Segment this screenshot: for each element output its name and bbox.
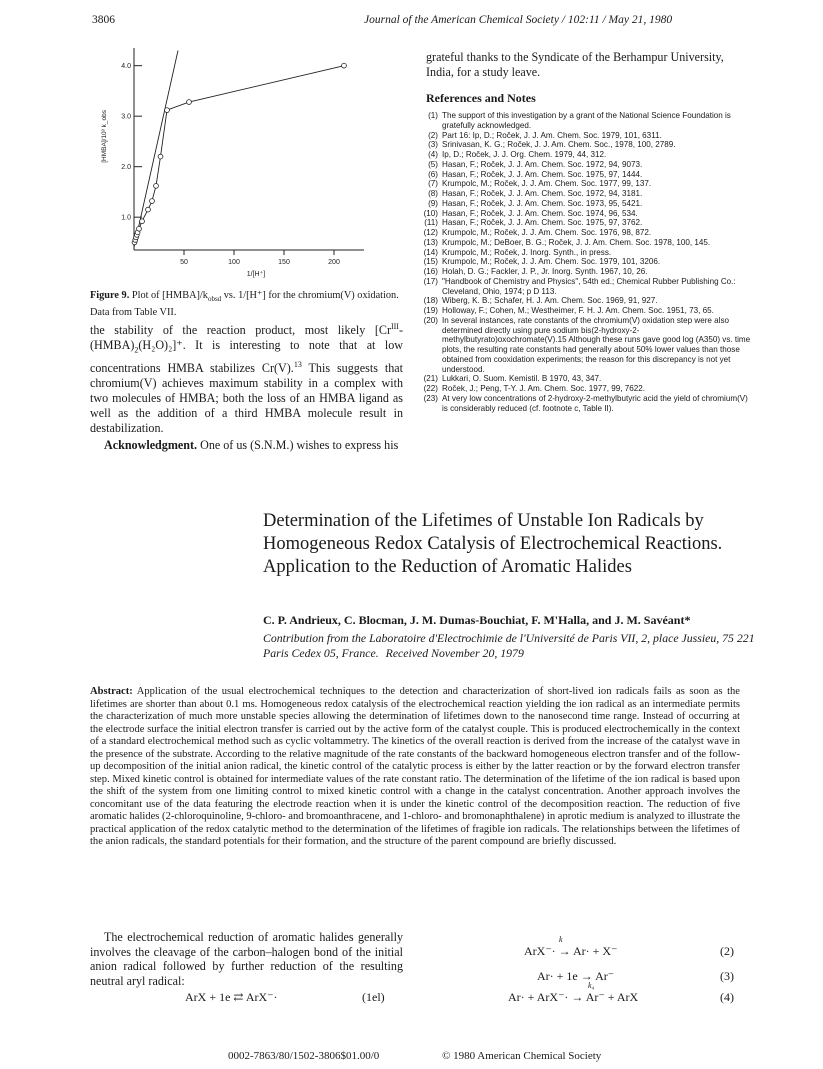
reference-item <box>416 228 752 238</box>
ack-label: Acknowledgment. <box>104 438 198 453</box>
reference-item <box>416 374 752 384</box>
abstract <box>90 686 740 849</box>
data-point <box>150 199 155 204</box>
reference-item <box>416 257 752 267</box>
x-tick-label: 100 <box>228 259 240 266</box>
figure-caption-rest: vs. 1/[H⁺] for the chromium(V) oxidation. Data from Table VII. <box>90 290 399 319</box>
reference-item <box>416 238 752 248</box>
equation-1el-number: (1el) <box>362 990 385 1004</box>
reference-number: (18) <box>423 296 438 306</box>
rate-k: k <box>559 935 563 944</box>
rate-k4: k₄ <box>588 981 595 990</box>
received-date: Received November 20, 1979 <box>385 646 524 660</box>
intro-paragraph: The electrochemical reduction of aromatic halides generally involves the cleavage of the carbon–halogen bond of the initial anion radical followed by further reduction of the resulting neutral aryl radical: <box>90 930 403 988</box>
x-axis-label: 1/[H⁺] <box>246 271 266 278</box>
reference-number: (12) <box>423 228 438 237</box>
reference-number: (6) <box>428 169 438 179</box>
x-tick-label: 50 <box>180 259 188 266</box>
reference-item <box>416 218 752 228</box>
ack-text: One of us (S.N.M.) wishes to express his <box>197 438 399 453</box>
reference-text: Krumpolc, M.; DeBoer, B. G.; Roček, J. J. Am. Chem. Soc. 1978, 100, 145. <box>442 237 711 247</box>
reference-item <box>416 111 752 131</box>
footer-code: 0002-7863/80/1502-3806$01.00/0 <box>228 1050 380 1062</box>
equation-4: Ar· + ArX⁻· → Ar⁻ + ArX <box>508 990 639 1004</box>
abstract-text: Application of the usual electrochemical techniques to the detection and characterization of short-lived ion radicals fails as soon as the lifetimes are shorter than about 0.1 ms. Homogeneous redox catalysis of the electrochemical reaction yielding the ion radical as an intermediate permits the characterization of much more unstable species allowing the determination of lifetimes down to the nanosecond time range. Instead of occurring at the electrode surface the initial electron transfer is carried out by the active form of the catalyst couple. This is produced electrochemically in the context of a standard electrochemical method such as cyclic voltammetry. The kinetics of the overall reaction is derived from the increase of the catalyst wave in the presence of the substrate. According to the relative magnitude of the rate constants of the backward homogeneous electron transfer and of the follow-up decomposition of the initial anion radical, the kinetic control of the catalytic process is either by the latter reaction or by the forward electron transfer step. Mixed kinetic control is obtained for intermediate values of the rate constant ratio. The determination of the lifetime of the ion radical is based upon the shift of the system from one limiting control to mixed kinetic control with a change in the catalyst concentration. Another approach involves the concomitant use of the data featuring the electrode reaction when it is under the kinetic control of the decomposition reaction. The reduction of five aromatic halides (2-chloroquinoline, 9-chloro- and bromoanthracene, and 1-chloro- and bromonaphthalene) in aprotic medium is analyzed to illustrate the practical application of the redox catalytic method to the determination of the lifetimes of fragible ion radicals. The relationships between the lifetimes of the anion radicals, the standard potentials for their formation, and the structure of the parent compound are briefly discussed. <box>90 686 740 847</box>
reference-text: Lukkari, O. Suom. Kemistil. B 1970, 43, 347. <box>442 374 602 384</box>
journal-header: Journal of the American Chemical Society / 102:11 / May 21, 1980 <box>364 14 673 26</box>
p1-a: the stability of the reaction product, most likely [Cr <box>90 323 391 338</box>
data-point <box>146 207 151 212</box>
p1-d: This suggests that chromium(V) achieves maximum stability in a complex with two molecules of HMBA; both the loss of an HMBA ligand as well as the addition of a third HMBA molecule result in destabilization. <box>90 361 403 436</box>
reference-item <box>416 394 752 414</box>
reference-item <box>416 140 752 150</box>
reference-number: (16) <box>423 267 438 276</box>
reference-text: In several instances, rate constants of the chromium(V) oxidation step were also determined directly using pure sodium bis(2-hydroxy-2-methylbutyrato)oxochromate(V).15 Although these runs gave good log (A350) vs. time plots, the resulting rate constants had generally about 50% lower values than those obtained from cooxidation experiments; the reason for this discrepancy is not yet understood. <box>442 315 751 374</box>
p1-b: -(HMBA) <box>90 323 403 353</box>
y-tick-label: 3.0 <box>121 113 131 121</box>
reference-item <box>416 316 752 375</box>
article-affiliation <box>263 631 763 661</box>
reference-text: Hasan, F.; Roček, J. J. Am. Chem. Soc. 1975, 97, 3762. <box>442 218 643 228</box>
reference-text: Krumpolc, M.; Roček, J. J. Am. Chem. Soc. 1979, 101, 3206. <box>442 257 661 267</box>
page-number: 3806 <box>92 14 115 26</box>
reference-text: Hasan, F.; Roček, J. J. Am. Chem. Soc. 1974, 96, 534. <box>442 208 638 218</box>
y-tick-label: 1.0 <box>121 214 131 222</box>
reference-number: (11) <box>424 218 438 228</box>
references-list <box>416 111 752 413</box>
reference-item <box>416 296 752 306</box>
reference-text: Hasan, F.; Roček, J. J. Am. Chem. Soc. 1972, 94, 3181. <box>442 189 643 198</box>
data-point <box>187 100 192 105</box>
reference-text: Krumpolc, M.; Roček, J. J. Am. Chem. Soc. 1977, 99, 137. <box>442 179 652 189</box>
reference-text: At very low concentrations of 2-hydroxy-2-methylbutyric acid the yield of chromium(V) is considerably reduced (cf. footnote c, Table II). <box>442 393 748 413</box>
y-tick-label: 2.0 <box>121 164 131 172</box>
x-tick-label: 200 <box>328 259 340 266</box>
x-tick-label: 150 <box>278 259 290 266</box>
reference-text: Part 16: Ip, D.; Roček, J. J. Am. Chem. Soc. 1979, 101, 6311. <box>442 130 662 140</box>
reference-item <box>416 160 752 170</box>
reference-number: (21) <box>423 374 438 384</box>
reference-item <box>416 209 752 219</box>
series-line <box>135 66 345 243</box>
reference-text: The support of this investigation by a grant of the National Science Foundation is gratefully acknowledged. <box>442 111 731 130</box>
figure-caption-label: Figure 9. <box>90 290 130 301</box>
reference-number: (17) <box>423 276 438 286</box>
reference-item <box>416 306 752 316</box>
y-tick-label: 4.0 <box>121 63 131 71</box>
article-title: Determination of the Lifetimes of Unstable Ion Radicals by Homogeneous Redox Catalysis of Electrochemical Reactions. Application to the Reduction of Aromatic Halides <box>263 511 723 577</box>
p1-sup: III <box>390 322 399 331</box>
reference-item <box>416 131 752 141</box>
extrapolation-line <box>134 51 178 248</box>
reference-item <box>416 277 752 297</box>
figure-caption-text: Plot of [HMBA]/k <box>131 290 208 301</box>
abstract-label: Abstract: <box>90 686 133 697</box>
equation-4-rate <box>508 981 594 990</box>
reference-item <box>416 384 752 394</box>
stability-paragraph: the stability of the reaction product, most likely $[Cr^{III}-(HMBA)_2(H_2O)_2]^+$. It is interesting to note that at low concentrations HMBA stabilizes Cr(V).$^{13}$ This suggests that chromium(V) achieves maximum stability in a complex with two molecules of HMBA; both the loss of an HMBA ligand as well as the addition of a third HMBA molecule result in destabilization. <box>90 322 403 436</box>
right-column-continuation: grateful thanks to the Syndicate of the Berhampur University, India, for a study leave. <box>426 50 724 79</box>
acknowledgment <box>90 438 403 453</box>
reference-number: (7) <box>428 179 438 189</box>
reference-number: (20) <box>423 315 438 325</box>
affiliation-text: Contribution from the Laboratoire d'Electrochimie de l'Université de Paris VII, 2, place Jussieu, 75 221 Paris Cedex 05, France. <box>263 631 755 660</box>
equation-2-rate <box>524 935 563 944</box>
data-point <box>137 226 142 231</box>
reference-number: (10) <box>423 208 438 218</box>
y-axis-label: [HMBA]/10³ k_obs <box>101 110 108 163</box>
equation-3: Ar· + 1e → Ar⁻ <box>537 969 615 983</box>
reference-text: Ip, D.; Roček, J. J. Org. Chem. 1979, 44, 312. <box>442 150 607 159</box>
data-point <box>342 63 347 68</box>
data-point <box>165 108 170 113</box>
article-authors: C. P. Andrieux, C. Blocman, J. M. Dumas-Bouchiat, F. M'Halla, and J. M. Savéant* <box>263 613 691 627</box>
reference-text: Hasan, F.; Roček, J. J. Am. Chem. Soc. 1972, 94, 9073. <box>442 159 643 169</box>
reference-number: (5) <box>428 159 438 169</box>
reference-number: (1) <box>428 111 438 120</box>
p1-ref: 13 <box>293 360 302 370</box>
figure-9-chart <box>82 40 382 280</box>
reference-text: Krumpolc, M.; Roček, J. Inorg. Synth., in press. <box>442 247 612 257</box>
reference-number: (13) <box>423 237 438 247</box>
figure-caption <box>90 289 403 319</box>
left-column-text <box>90 319 403 453</box>
reference-text: Wiberg, K. B.; Schafer, H. J. Am. Chem. Soc. 1969, 91, 927. <box>442 296 658 306</box>
reference-item <box>416 267 752 277</box>
reference-number: (3) <box>428 140 438 150</box>
reference-number: (14) <box>423 247 438 257</box>
reference-text: Holah, D. G.; Fackler, J. P., Jr. Inorg. Synth. 1967, 10, 26. <box>442 267 648 276</box>
reference-text: "Handbook of Chemistry and Physics", 54th ed.; Chemical Rubber Publishing Co.: Cleveland, Ohio, 1974; p D 113. <box>442 276 736 296</box>
reference-number: (2) <box>428 130 438 140</box>
reference-number: (22) <box>423 384 438 393</box>
reference-text: Holloway, F.; Cohen, M.; Westheimer, F. H. J. Am. Chem. Soc. 1951, 73, 65. <box>442 306 714 315</box>
equation-2-number: (2) <box>720 944 734 958</box>
reference-number: (8) <box>428 189 438 198</box>
equation-4-number: (4) <box>720 990 734 1004</box>
reference-number: (15) <box>423 257 438 267</box>
equation-2: ArX⁻· → Ar· + X⁻ <box>524 944 618 958</box>
p1-c: (H₂O)₂]⁺. It is interesting to note that at low concentrations HMBA stabilizes Cr(V). <box>90 338 403 376</box>
reference-item <box>416 248 752 258</box>
data-point <box>140 219 145 224</box>
reference-text: Roček, J.; Peng, T-Y. J. Am. Chem. Soc. 1977, 99, 7622. <box>442 384 646 393</box>
reference-item <box>416 170 752 180</box>
reference-item <box>416 179 752 189</box>
reference-text: Hasan, F.; Roček, J. J. Am. Chem. Soc. 1975, 97, 1444. <box>442 169 643 179</box>
reference-item <box>416 189 752 199</box>
reference-number: (23) <box>423 393 438 403</box>
reference-item <box>416 199 752 209</box>
reference-number: (19) <box>423 306 438 315</box>
equation-3-number: (3) <box>720 969 734 983</box>
figure-caption-sub: obsd <box>207 295 222 304</box>
reference-text: Krumpolc, M.; Roček, J. J. Am. Chem. Soc. 1976, 98, 872. <box>442 228 652 237</box>
equation-1el: ArX + 1e ⇄ ArX⁻· <box>185 990 278 1004</box>
reference-text: Srinivasan, K. G.; Roček, J. J. Am. Chem. Soc., 1978, 100, 2789. <box>442 140 676 150</box>
footer-copyright: © 1980 American Chemical Society <box>442 1050 602 1062</box>
reference-text: Hasan, F.; Roček, J. J. Am. Chem. Soc. 1973, 95, 5421. <box>442 198 643 208</box>
reference-item <box>416 150 752 160</box>
reference-number: (4) <box>428 150 438 159</box>
data-point <box>158 154 163 159</box>
references-heading: References and Notes <box>426 91 536 105</box>
reference-number: (9) <box>428 198 438 208</box>
data-point <box>154 183 159 188</box>
